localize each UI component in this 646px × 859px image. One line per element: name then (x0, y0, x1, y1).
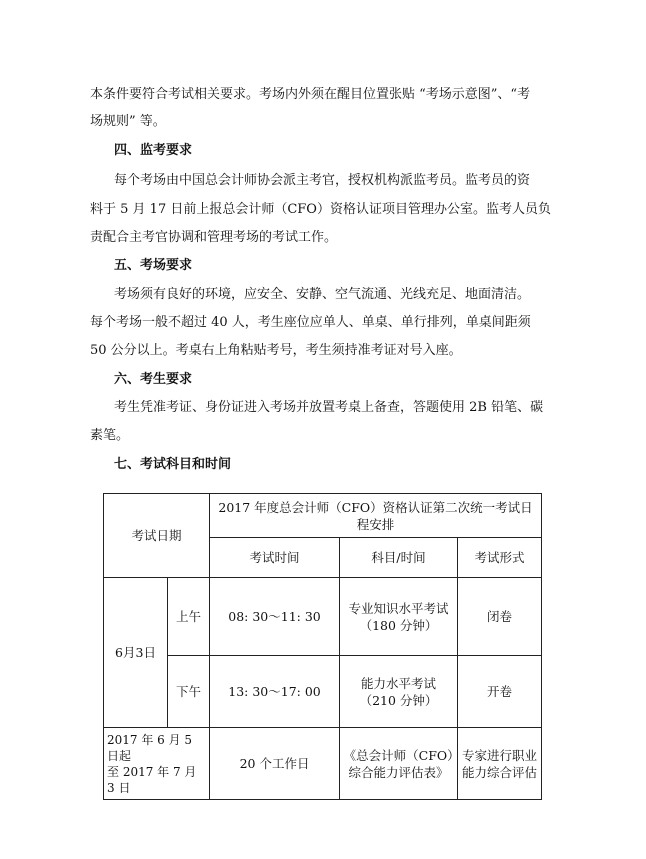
exam-day-cell: 6月3日 (104, 578, 168, 728)
paragraph-line: 50 公分以上。考桌右上角粘贴考号，考生须持准考证对号入座。 (90, 343, 462, 358)
pm-form-cell: 开卷 (458, 656, 542, 728)
am-time-cell: 08: 30～11: 30 (210, 578, 340, 656)
pm-subject-cell: 能力水平考试 （210 分钟） (340, 656, 458, 728)
section-heading-6: 六、考生要求 (114, 372, 193, 387)
session-am-cell: 上午 (168, 578, 210, 656)
paragraph-line: 每个考场一般不超过 40 人，考生座位应单人、单桌、单行排列，单桌间距须 (90, 315, 531, 330)
session-pm-cell: 下午 (168, 656, 210, 728)
column-header-form: 考试形式 (458, 538, 542, 578)
evaluation-subject-cell: 《总会计师（CFO）综合能力评估表》 (340, 728, 458, 800)
section-heading-5: 五、考场要求 (114, 258, 193, 273)
exam-schedule-table (103, 493, 542, 800)
date-header-cell: 考试日期 (104, 494, 210, 578)
paragraph-line: 场规则” 等。 (90, 114, 166, 129)
evaluation-form-cell: 专家进行职业能力综合评估 (458, 728, 542, 800)
evaluation-date-cell: 2017 年 6 月 5 日起 至 2017 年 7 月 3 日 (104, 728, 210, 800)
am-subject-cell: 专业知识水平考试 （180 分钟） (340, 578, 458, 656)
am-form-cell: 闭卷 (458, 578, 542, 656)
paragraph-line: 料于 5 月 17 日前上报总会计师（CFO）资格认证项目管理办公室。监考人员负 (90, 202, 551, 217)
column-header-time: 考试时间 (210, 538, 340, 578)
paragraph-line: 考场须有良好的环境，应安全、安静、空气流通、光线充足、地面清洁。 (114, 287, 531, 302)
column-header-subject: 科目/时间 (340, 538, 458, 578)
table-title-cell: 2017 年度总会计师（CFO）资格认证第二次统一考试日程安排 (210, 494, 542, 538)
paragraph-line: 素笔。 (90, 428, 130, 443)
pm-time-cell: 13: 30～17: 00 (210, 656, 340, 728)
paragraph-line: 本条件要符合考试相关要求。考场内外须在醒目位置张贴 “考场示意图”、“考 (90, 87, 531, 102)
paragraph-line: 考生凭准考证、身份证进入考场并放置考桌上备查，答题使用 2B 铅笔、碳 (114, 400, 544, 415)
section-heading-7: 七、考试科目和时间 (114, 457, 232, 472)
paragraph-line: 责配合主考官协调和管理考场的考试工作。 (90, 230, 338, 245)
section-heading-4: 四、监考要求 (114, 143, 193, 158)
paragraph-line: 每个考场由中国总会计师协会派主考官，授权机构派监考员。监考员的资 (114, 173, 531, 188)
evaluation-time-cell: 20 个工作日 (210, 728, 340, 800)
